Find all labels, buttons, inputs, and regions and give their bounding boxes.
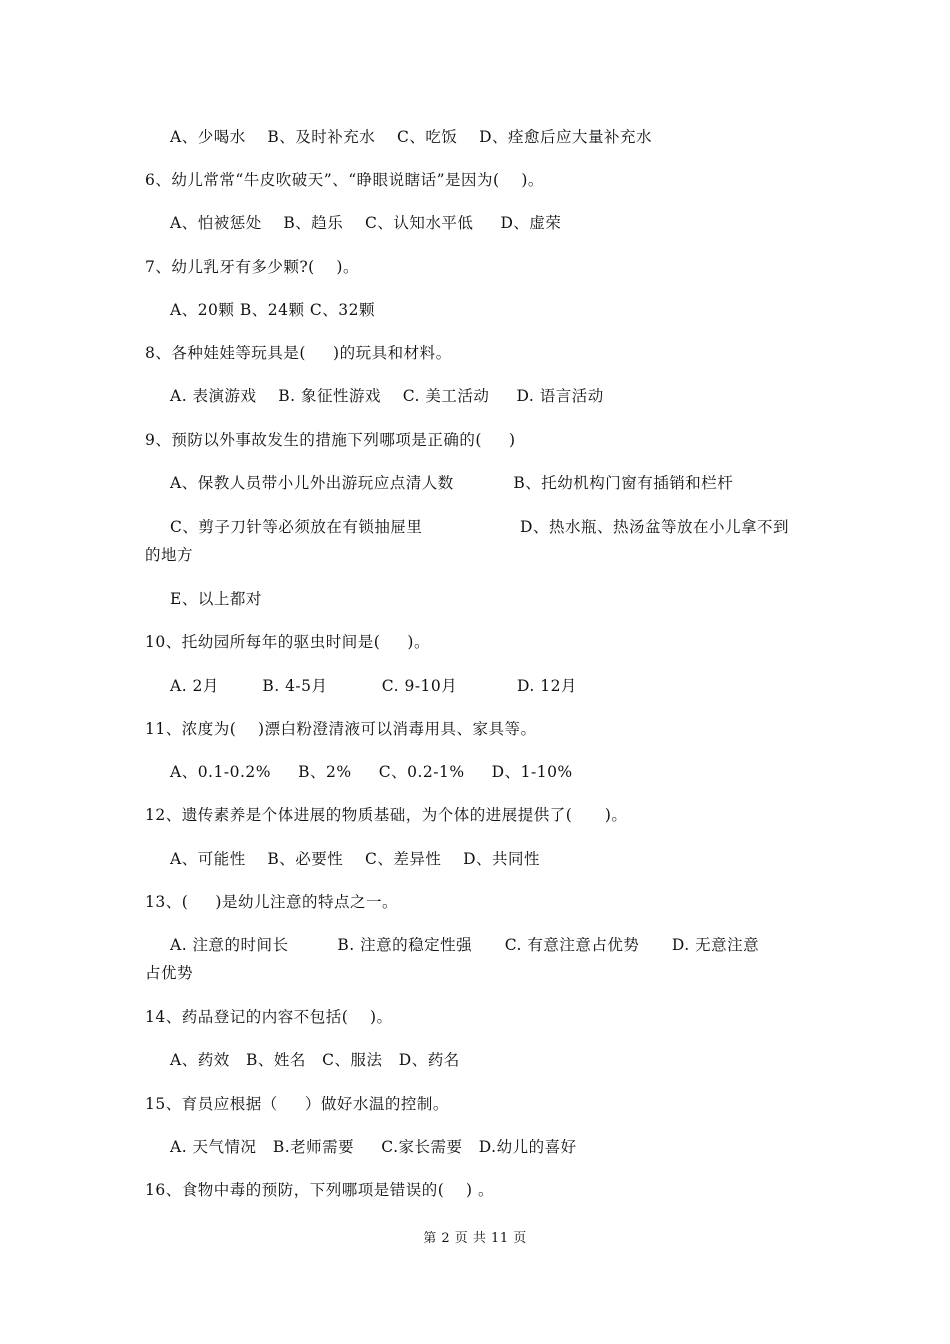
q13-options-continued: 占优势 bbox=[145, 964, 194, 982]
q13-options: A. 注意的时间长 B. 注意的稳定性强 C. 有意注意占优势 D. 无意注意 bbox=[170, 936, 760, 954]
q11-question: 11、浓度为( )漂白粉澄清液可以消毒用具、家具等。 bbox=[145, 720, 537, 738]
q5-options: A、少喝水 B、及时补充水 C、吃饭 D、痊愈后应大量补充水 bbox=[170, 128, 652, 146]
q11-options: A、0.1-0.2% B、2% C、0.2-1% D、1-10% bbox=[170, 763, 573, 781]
q16-question: 16、食物中毒的预防，下列哪项是错误的( ) 。 bbox=[145, 1181, 494, 1199]
q9-options-cd: C、剪子刀针等必须放在有锁抽屉里 D、热水瓶、热汤盆等放在小儿拿不到 bbox=[170, 518, 789, 536]
q15-options: A. 天气情况 B.老师需要 C.家长需要 D.幼儿的喜好 bbox=[170, 1138, 577, 1156]
q6-options: A、怕被惩处 B、趋乐 C、认知水平低 D、虚荣 bbox=[170, 214, 562, 232]
q9-question: 9、预防以外事故发生的措施下列哪项是正确的( ) bbox=[145, 431, 516, 449]
q9-options-ab: A、保教人员带小儿外出游玩应点清人数 B、托幼机构门窗有插销和栏杆 bbox=[170, 474, 734, 492]
q10-question: 10、托幼园所每年的驱虫时间是( )。 bbox=[145, 633, 430, 651]
q7-options: A、20颗 B、24颗 C、32颗 bbox=[170, 301, 375, 319]
q13-question: 13、( )是幼儿注意的特点之一。 bbox=[145, 893, 398, 911]
q8-question: 8、各种娃娃等玩具是( )的玩具和材料。 bbox=[145, 344, 452, 362]
q7-question: 7、幼儿乳牙有多少颗?( )。 bbox=[145, 258, 359, 276]
q9-options-cd-continued: 的地方 bbox=[145, 546, 194, 564]
q12-question: 12、遗传素养是个体进展的物质基础，为个体的进展提供了( )。 bbox=[145, 806, 628, 824]
q8-options: A. 表演游戏 B. 象征性游戏 C. 美工活动 D. 语言活动 bbox=[170, 387, 604, 405]
q12-options: A、可能性 B、必要性 C、差异性 D、共同性 bbox=[170, 850, 540, 868]
q15-question: 15、育员应根据（ ）做好水温的控制。 bbox=[145, 1095, 449, 1113]
page-footer: 第 2 页 共 11 页 bbox=[423, 1231, 527, 1246]
q10-options: A. 2月 B. 4-5月 C. 9-10月 D. 12月 bbox=[170, 677, 577, 695]
q14-options: A、药效 B、姓名 C、服法 D、药名 bbox=[170, 1051, 460, 1069]
q9-option-e: E、以上都对 bbox=[170, 590, 262, 608]
q14-question: 14、药品登记的内容不包括( )。 bbox=[145, 1008, 393, 1026]
q6-question: 6、幼儿常常“牛皮吹破天”、“睁眼说瞎话”是因为( )。 bbox=[145, 171, 544, 189]
